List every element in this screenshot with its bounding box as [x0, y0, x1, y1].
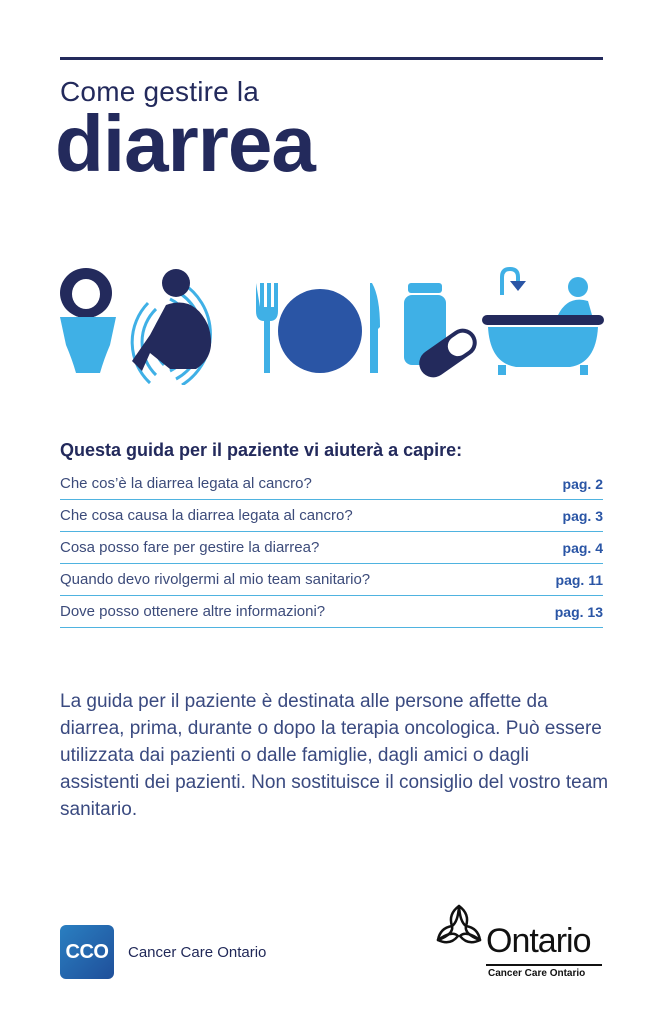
- toc-page: pag. 13: [554, 603, 603, 620]
- toc-item[interactable]: [60, 468, 603, 500]
- toc-page: pag. 2: [562, 475, 603, 492]
- toc-question: Dove posso ottenere altre informazioni?: [60, 603, 326, 620]
- toc-page: pag. 4: [562, 539, 603, 556]
- toc-page: pag. 11: [555, 571, 603, 588]
- intro-paragraph: La guida per il paziente è destinata alle persone affette da diarrea, prima, durante o dopo la terapia oncologica. Può essere utilizzata dai pazienti o dalle famiglie, dagli amici o dagli assistenti dei pazienti. Non sostituisce il consiglio del vostro team sanitario.: [60, 691, 609, 820]
- toc-question: Quando devo rivolgermi al mio team sanitario?: [60, 571, 371, 588]
- table-of-contents: [60, 468, 603, 628]
- toc-item[interactable]: [60, 500, 603, 532]
- bathtub-icon: [482, 269, 604, 375]
- icon-row: [58, 265, 604, 385]
- abdominal-pain-icon: [132, 269, 211, 385]
- ontario-trillium-logo: [430, 900, 488, 958]
- ontario-wordmark: Ontario: [486, 922, 591, 960]
- toc-item[interactable]: [60, 596, 603, 628]
- toc-item[interactable]: [60, 564, 603, 596]
- cco-logo: CCO: [60, 925, 114, 979]
- toc-question: Che cos’è la diarrea legata al cancro?: [60, 475, 312, 492]
- knife-icon: [370, 283, 380, 373]
- plate-icon: [278, 289, 362, 373]
- top-rule: [60, 57, 603, 60]
- page-title: diarrea: [55, 99, 315, 188]
- toc-question: Che cosa causa la diarrea legata al cancro?: [60, 507, 353, 524]
- toc-item[interactable]: [60, 532, 603, 564]
- cco-name: Cancer Care Ontario: [128, 944, 267, 961]
- toc-question: Cosa posso fare per gestire la diarrea?: [60, 539, 320, 556]
- toc-page: pag. 3: [562, 507, 603, 524]
- ontario-rule: [486, 964, 602, 966]
- guide-heading: Questa guida per il paziente vi aiuterà a capire:: [60, 440, 463, 460]
- ontario-subtitle: Cancer Care Ontario: [488, 968, 586, 979]
- page-subtitle: Come gestire la: [60, 76, 260, 107]
- fork-icon: [256, 283, 278, 373]
- toilet-icon: [60, 268, 116, 373]
